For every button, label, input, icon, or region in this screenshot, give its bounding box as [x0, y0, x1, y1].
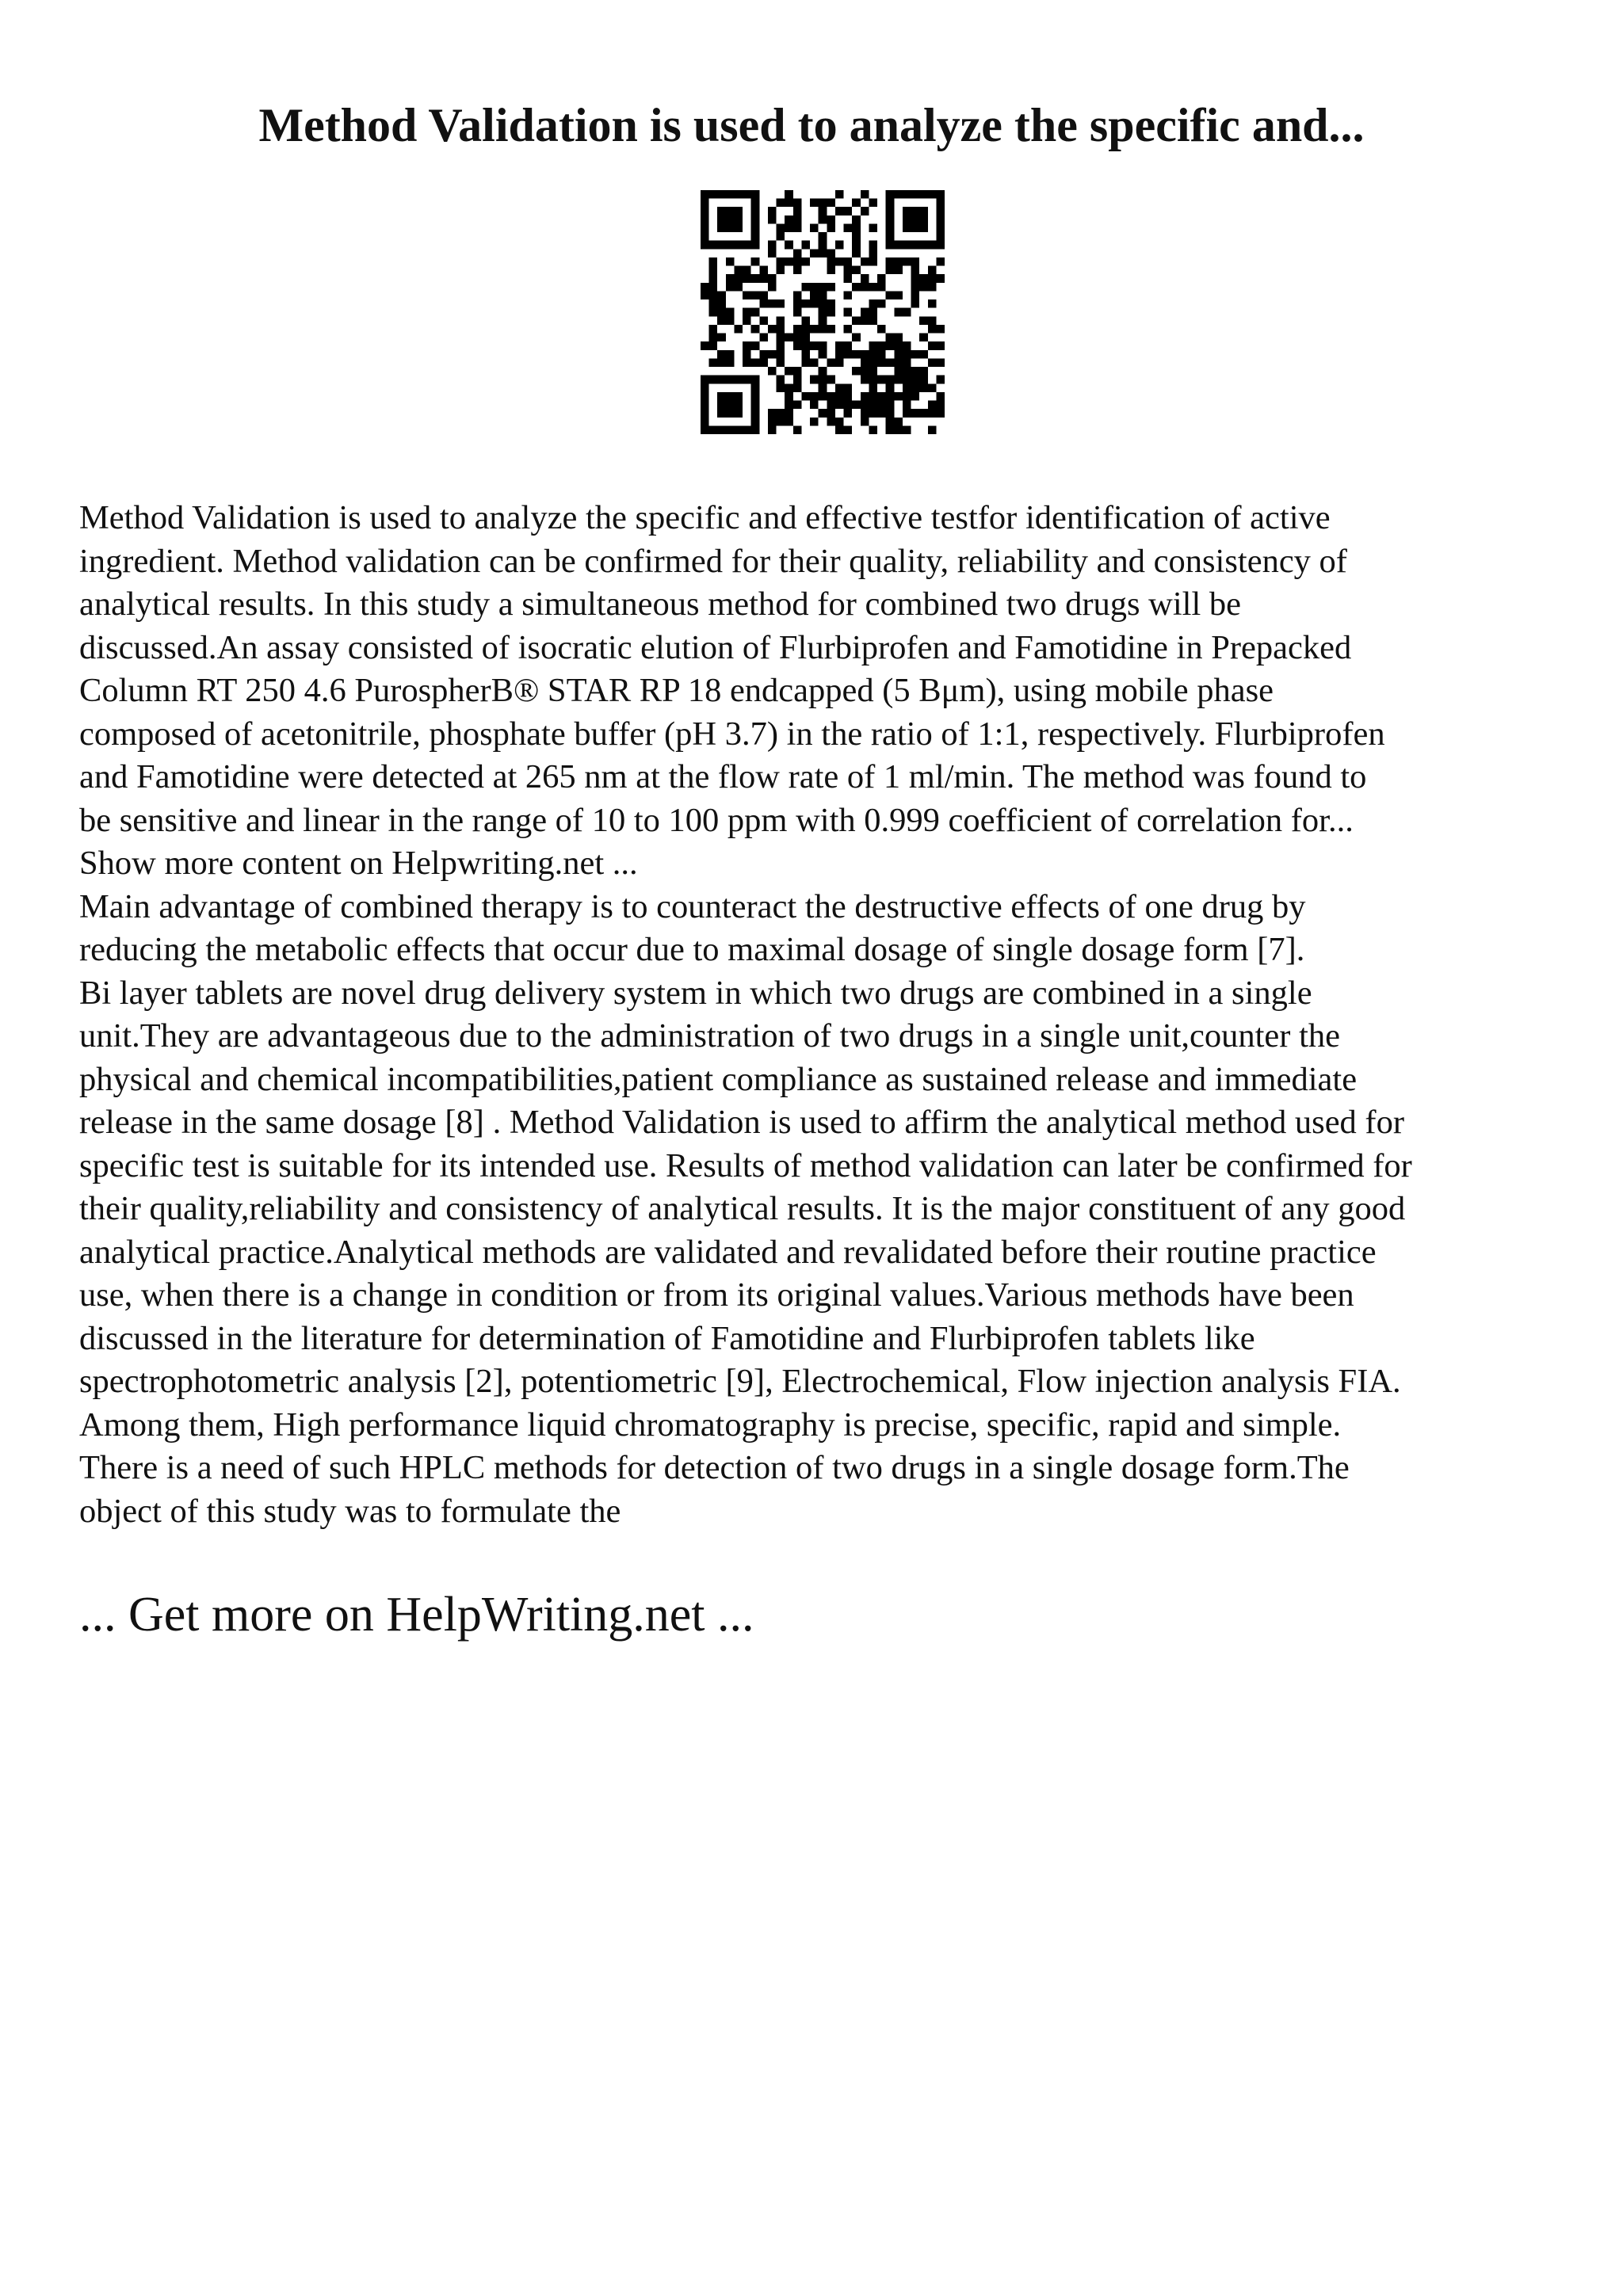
get-more-link[interactable]: ... Get more on HelpWriting.net ... — [79, 1588, 754, 1642]
qr-code-graphic — [701, 190, 945, 434]
paragraph-combined-therapy: Main advantage of combined therapy is to counteract the destructive effects of one drug by reducing the metabolic effects that occur due to maximal dosage of single dosage form [7]. — [79, 887, 1306, 968]
show-more-link[interactable]: Show more content on Helpwriting.net ... — [79, 845, 638, 882]
paragraph-bilayer-tablets: Bi layer tablets are novel drug delivery system in which two drugs are combined in a single unit.They are advantageous due to the administration of two drugs in a single unit,counter the physical and chemical incompatibilities,patient compliance as sustained release and immediate release in the same dosage [8] . Method Validation is used to affirm the analytical method used for specific test is suitable for its intended use. Results of method validation can later be confirmed for their quality,reliability and consistency of analytical results. It is the major constituent of any good analytical practice.Analytical methods are validated and revalidated before their routine practice use, when there is a change in condition or from its original values.Various methods have been discussed in the literature for determination of Famotidine and Flurbiprofen tablets like spectrophotometric analysis [2], potentiometric [9], Electrochemical, Flow injection analysis FIA. Among them, High performance liquid chromatography is precise, specific, rapid and simple. There is a need of such HPLC methods for detection of two drugs in a single dosage form.The object of this study was to formulate the — [79, 974, 1412, 1530]
document-body — [79, 497, 1569, 1533]
document-title: Method Validation is used to analyze the specific and... — [258, 99, 1365, 151]
paragraph-intro: Method Validation is used to analyze the specific and effective testfor identification of active ingredient. Method validation can be confirmed for their quality, reliability and consistency of analytical results. In this study a simultaneous method for combined two drugs will be discussed.An assay consisted of isocratic elution of Flurbiprofen and Famotidine in Prepacked Column RT 250 4.6 PurospherB® STAR RP 18 endcapped (5 Bμm), using mobile phase composed of acetonitrile, phosphate buffer (pH 3.7) in the ratio of 1:1, respectively. Flurbiprofen and Famotidine were detected at 265 nm at the flow rate of 1 ml/min. The method was found to be sensitive and linear in the range of 10 to 100 ppm with 0.999 coefficient of correlation for... — [79, 499, 1385, 839]
qr-code-icon — [701, 190, 945, 434]
